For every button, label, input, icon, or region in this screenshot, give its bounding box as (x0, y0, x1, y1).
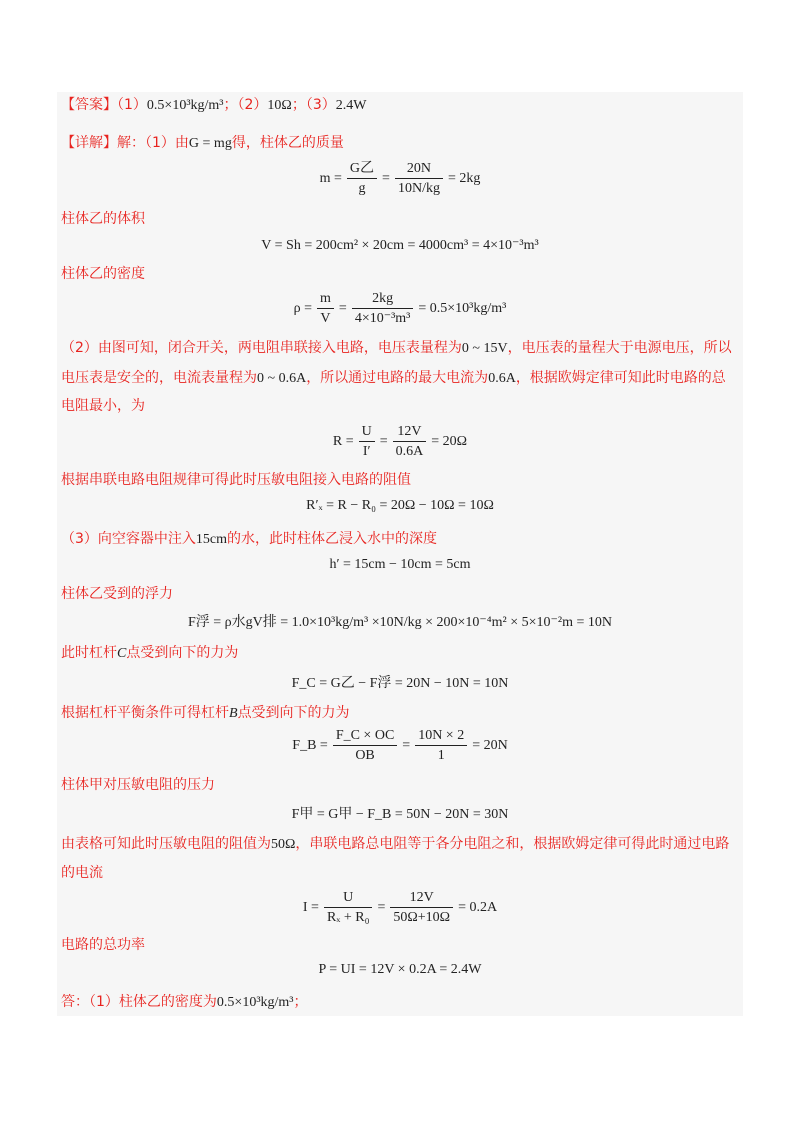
detail-tag: 【详解】 (61, 135, 117, 151)
text-density: 柱体乙的密度 (61, 266, 145, 282)
equation-power: P = UI = 12V × 0.2A = 2.4W (318, 962, 482, 977)
detail-line: 【详解】解：（1）由G = mg得，柱体乙的质量 (61, 135, 344, 151)
part2-line-1: （2）由图可知，闭合开关，两电阻串联接入电路，电压表量程为0 ~ 15V，电压表的量程大于电源电压，所以 (61, 340, 732, 356)
equation-buoyancy: F浮 = ρ水gV排 = 1.0×10³kg/m³ ×10N/kg × 200×10⁻⁴m² × 5×10⁻²m = 10N (187, 615, 613, 630)
part2-line-3: 电阻最小，为 (61, 398, 145, 414)
text-series-rule: 根据串联电路电阻规律可得此时压敏电阻接入电路的阻值 (61, 472, 411, 488)
equation-density: ρ = $\frac{m}{V}$ = $\frac{2kg}{\text{4×10⁻³m³}}$ = 0.5×10³kg/m³ (293, 291, 507, 326)
answer-tag: 【答案】 (61, 97, 117, 113)
equation-fb: F_B = $\frac{F\_C \times OC}{OB}$ = $\frac{10N \times 2}{1}$ = 20N (292, 728, 508, 763)
text-point-c: 此时杠杆C点受到向下的力为 (61, 645, 239, 661)
equation-resistance: R = $\frac{U}{I'}$ = $\frac{12V}{0.6A}$ = 20Ω (332, 424, 468, 459)
part3-line: （3）向空容器中注入15cm的水，此时柱体乙浸入水中的深度 (61, 531, 438, 547)
text-table-line-1: 由表格可知此时压敏电阻的阻值为50Ω，串联电路总电阻等于各分电阻之和，根据欧姆定律可得此时通过电路 (61, 836, 730, 852)
final-answer-line: 答：（1）柱体乙的密度为0.5×10³kg/m³； (61, 994, 308, 1010)
equation-fc: F_C = G乙 − F浮 = 20N − 10N = 10N (291, 676, 509, 691)
text-point-b: 根据杠杆平衡条件可得杠杆B点受到向下的力为 (61, 705, 350, 721)
equation-current: I = $\frac{U}{\text{Rₓ + R₀}}$ = $\frac{12V}{50\Omega+10\Omega}$ = 0.2A (302, 890, 498, 925)
equation-mass: m = $\frac{\text{G乙}}{g}$ = $\frac{20N}{10N/kg}$ = 2kg (319, 161, 481, 196)
text-pressure: 柱体甲对压敏电阻的压力 (61, 777, 215, 793)
text-table-line-2: 的电流 (61, 865, 103, 881)
text-volume: 柱体乙的体积 (61, 211, 145, 227)
document-page (57, 92, 743, 1016)
equation-fj: F甲 = G甲 − F_B = 50N − 20N = 30N (291, 807, 509, 822)
equation-rx: R′ₓ = R − R₀ = 20Ω − 10Ω = 10Ω (306, 498, 494, 513)
equation-volume: V = Sh = 200cm² × 20cm = 4000cm³ = 4×10⁻³m³ (261, 238, 539, 253)
equation-depth: h′ = 15cm − 10cm = 5cm (329, 557, 471, 572)
answer-line: 【答案】（1）0.5×10³kg/m³；（2）10Ω；（3）2.4W (61, 97, 367, 113)
part2-line-2: 电压表是安全的，电流表量程为0 ~ 0.6A，所以通过电路的最大电流为0.6A，根据欧姆定律可知此时电路的总 (61, 370, 726, 386)
text-buoyancy: 柱体乙受到的浮力 (61, 586, 173, 602)
text-power: 电路的总功率 (61, 937, 145, 953)
